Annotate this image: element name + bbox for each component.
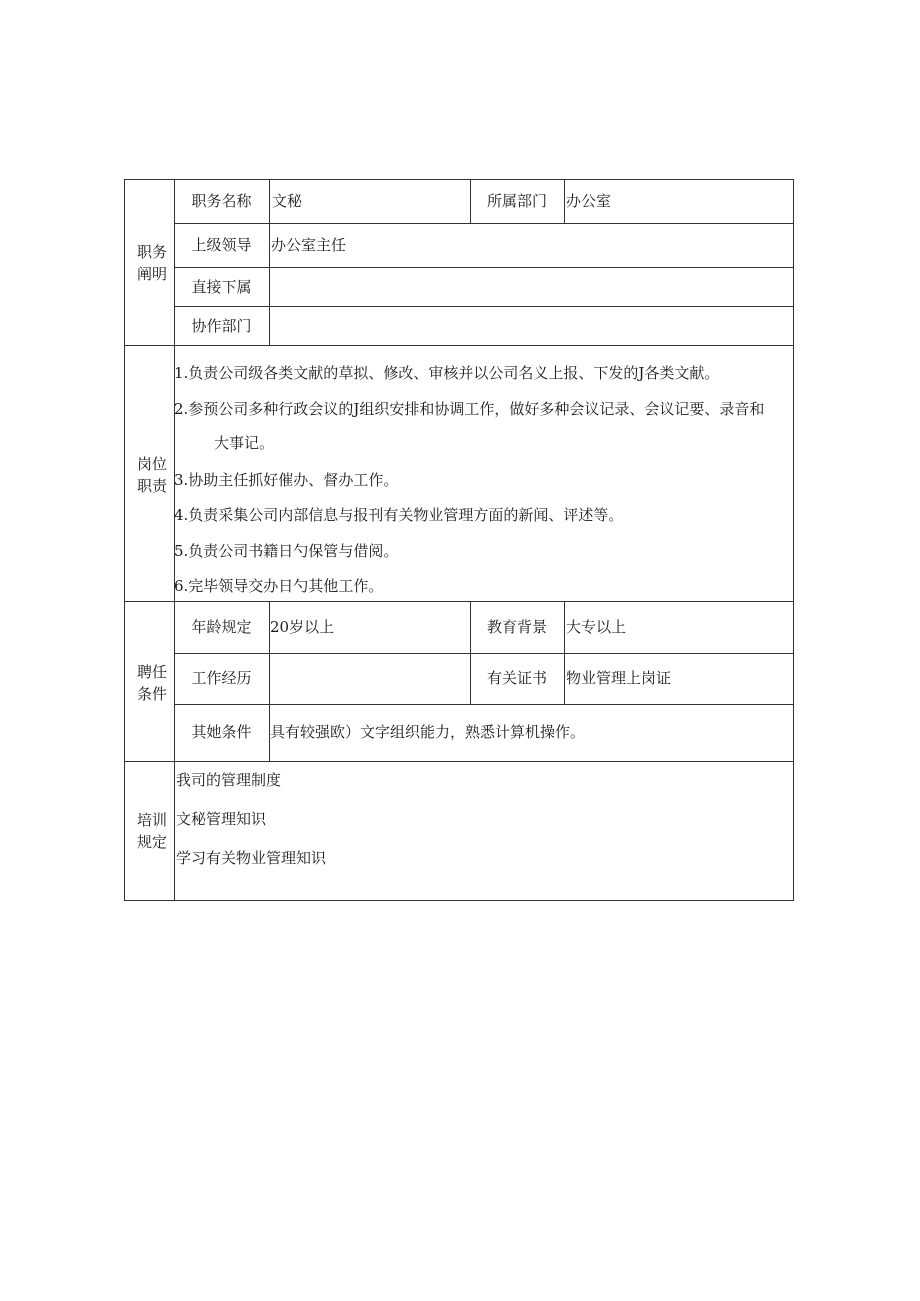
education-label: 教育背景 [486,618,547,636]
section-header-duties [124,453,174,497]
department-label: 所属部门 [486,192,547,210]
column-divider [564,601,565,704]
department-value: 办公室 [566,192,612,210]
superior-value: 办公室主任 [271,236,347,254]
section-divider [124,601,794,602]
duty-item-continuation: 大事记。 [214,434,275,452]
cooperation-label: 协作部门 [191,317,252,335]
duty-item: 2.参预公司多种行政会议的J组织安排和协调工作，做好多种会议记录、会议记要、录音和 [174,400,765,418]
age-value: 20岁以上 [270,618,335,636]
job-description-table [124,179,794,901]
duty-item: 4.负责采集公司内部信息与报刊有关物业管理方面的新闻、评述等。 [174,506,624,524]
row-divider [174,704,794,705]
training-item: 学习有关物业管理知识 [176,849,327,867]
certificate-value: 物业管理上岗证 [566,669,672,687]
superior-label: 上级领导 [191,236,252,254]
duty-item: 3.协助主任抓好催办、督办工作。 [174,471,399,489]
section-header-line: 职务 [136,243,167,261]
table-border-left [124,179,125,901]
row-divider [174,653,794,654]
training-item: 我司的管理制度 [176,771,282,789]
duty-item: 1.负责公司级各类文献的草拟、修改、审核并以公司名义上报、下发的J各类文献。 [174,364,720,382]
section-header-line: 培训 [136,811,167,829]
section-header-line: 岗位 [136,455,167,473]
section-divider [124,761,794,762]
age-label: 年龄规定 [191,618,252,636]
section-header-line: 聘任 [136,663,167,681]
section-header-line: 职责 [136,477,167,495]
duty-item: 5.负责公司书籍日勺保管与借阅。 [174,542,399,560]
experience-label: 工作经历 [191,669,252,687]
education-value: 大专以上 [566,618,627,636]
section-header-position [124,241,174,285]
duty-item: 6.完毕领导交办日勺其他工作。 [174,577,384,595]
table-border-bottom [124,900,794,901]
section-header-line: 阐明 [136,265,167,283]
other-conditions-value: 具有较强欧）文字组织能力，熟悉计算机操作。 [270,723,586,741]
table-border-top [124,179,794,180]
position-title-label: 职务名称 [191,192,252,210]
training-item: 文秘管理知识 [176,810,267,828]
other-conditions-label: 其她条件 [191,723,252,741]
section-header-requirements [124,661,174,705]
column-divider [564,179,565,223]
label-column-divider [269,179,270,345]
section-divider [124,345,794,346]
section-header-training [124,809,174,853]
certificate-label: 有关证书 [486,669,547,687]
table-border-right [793,179,794,901]
row-divider [174,223,794,224]
row-divider [174,306,794,307]
row-divider [174,267,794,268]
position-title-value: 文秘 [272,192,303,210]
subordinate-label: 直接下属 [191,278,252,296]
section-header-line: 条件 [136,685,167,703]
section-header-line: 规定 [136,833,167,851]
